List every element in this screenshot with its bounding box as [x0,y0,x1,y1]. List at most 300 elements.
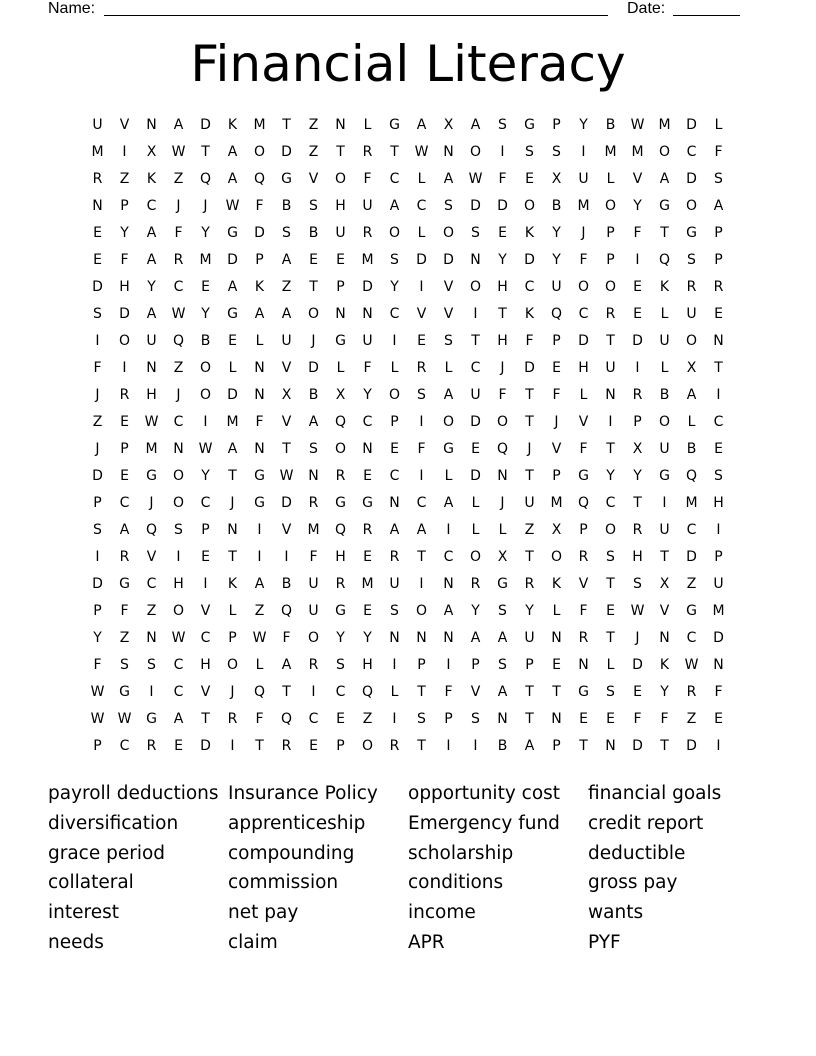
grid-letter[interactable]: W [144,414,159,430]
grid-letter[interactable]: H [146,387,157,403]
grid-letter[interactable]: F [120,603,129,619]
grid-letter[interactable]: Q [334,522,347,538]
grid-letter[interactable]: L [363,117,372,133]
grid-letter[interactable]: T [552,684,561,700]
grid-letter[interactable]: I [203,414,208,430]
grid-letter[interactable]: M [145,441,158,457]
grid-letter[interactable]: S [714,171,723,187]
grid-letter[interactable]: V [281,414,292,430]
grid-letter[interactable]: U [713,576,724,592]
grid-letter[interactable]: Z [146,603,157,619]
grid-letter[interactable]: E [309,252,318,268]
grid-letter[interactable]: Y [552,252,561,268]
grid-letter[interactable]: P [714,549,723,565]
grid-letter[interactable]: G [686,225,697,241]
grid-letter[interactable]: T [282,684,291,700]
grid-letter[interactable]: R [308,657,319,673]
grid-letter[interactable]: D [632,333,643,349]
grid-letter[interactable]: S [390,252,399,268]
grid-letter[interactable]: A [254,306,265,322]
grid-letter[interactable]: A [470,117,481,133]
grid-letter[interactable]: D [686,171,697,187]
grid-letter[interactable]: D [416,252,427,268]
grid-letter[interactable]: S [687,252,696,268]
grid-letter[interactable]: Y [579,117,588,133]
grid-letter[interactable]: O [172,603,185,619]
grid-letter[interactable]: E [363,549,372,565]
grid-letter[interactable]: A [227,171,238,187]
grid-letter[interactable]: E [525,171,534,187]
grid-letter[interactable]: S [498,117,507,133]
grid-letter[interactable]: M [307,522,320,538]
grid-letter[interactable]: C [146,198,157,214]
grid-letter[interactable]: I [392,711,397,727]
grid-letter[interactable]: T [525,414,534,430]
grid-letter[interactable]: P [606,225,615,241]
grid-letter[interactable]: C [686,630,697,646]
grid-letter[interactable]: T [525,468,534,484]
grid-letter[interactable]: I [122,360,127,376]
grid-letter[interactable]: Y [525,603,534,619]
grid-letter[interactable]: Z [119,171,130,187]
grid-letter[interactable]: G [146,468,157,484]
grid-letter[interactable]: S [498,603,507,619]
grid-letter[interactable]: V [578,414,589,430]
grid-letter[interactable]: L [687,414,696,430]
grid-letter[interactable]: F [579,603,588,619]
grid-letter[interactable]: S [444,198,453,214]
grid-letter[interactable]: N [605,387,616,403]
grid-letter[interactable]: F [498,171,507,187]
grid-letter[interactable]: N [389,495,400,511]
grid-letter[interactable]: S [147,657,156,673]
grid-letter[interactable]: F [525,333,534,349]
grid-letter[interactable]: C [119,495,130,511]
grid-letter[interactable]: A [308,414,319,430]
grid-letter[interactable]: L [579,387,588,403]
grid-letter[interactable]: O [361,738,374,754]
grid-letter[interactable]: R [146,738,157,754]
grid-letter[interactable]: T [525,549,534,565]
grid-letter[interactable]: D [632,657,643,673]
grid-letter[interactable]: N [659,630,670,646]
grid-letter[interactable]: H [119,279,130,295]
grid-letter[interactable]: U [524,630,535,646]
grid-letter[interactable]: N [713,333,724,349]
grid-letter[interactable]: E [201,549,210,565]
grid-letter[interactable]: A [146,306,157,322]
grid-letter[interactable]: N [254,360,265,376]
grid-letter[interactable]: E [174,738,183,754]
grid-letter[interactable]: P [390,414,399,430]
grid-letter[interactable]: P [552,117,561,133]
grid-letter[interactable]: M [361,252,374,268]
grid-letter[interactable]: A [443,171,454,187]
grid-letter[interactable]: V [659,603,670,619]
grid-letter[interactable]: W [468,171,483,187]
grid-letter[interactable]: N [443,144,454,160]
grid-letter[interactable]: B [281,198,292,214]
grid-letter[interactable]: X [443,117,454,133]
grid-letter[interactable]: O [199,360,212,376]
grid-letter[interactable]: T [390,144,399,160]
grid-letter[interactable]: S [471,225,480,241]
grid-letter[interactable]: Q [577,495,590,511]
grid-letter[interactable]: J [176,198,181,214]
grid-letter[interactable]: H [362,657,373,673]
grid-letter[interactable]: A [443,603,454,619]
grid-letter[interactable]: O [307,630,320,646]
grid-letter[interactable]: O [226,657,239,673]
grid-letter[interactable]: C [173,657,184,673]
grid-letter[interactable]: U [308,576,319,592]
grid-letter[interactable]: D [497,198,508,214]
grid-letter[interactable]: D [200,117,211,133]
grid-letter[interactable]: E [633,279,642,295]
grid-letter[interactable]: G [659,468,670,484]
grid-letter[interactable]: U [524,495,535,511]
grid-letter[interactable]: I [446,657,451,673]
grid-letter[interactable]: W [684,657,699,673]
grid-letter[interactable]: R [686,279,697,295]
grid-letter[interactable]: I [149,684,154,700]
grid-letter[interactable]: N [443,576,454,592]
grid-letter[interactable]: H [335,198,346,214]
grid-letter[interactable]: U [551,279,562,295]
grid-letter[interactable]: K [146,171,157,187]
grid-letter[interactable]: O [172,495,185,511]
grid-letter[interactable]: R [524,576,535,592]
grid-letter[interactable]: B [308,387,319,403]
grid-letter[interactable]: A [119,522,130,538]
grid-letter[interactable]: P [417,657,426,673]
grid-letter[interactable]: R [308,495,319,511]
grid-letter[interactable]: K [524,306,535,322]
grid-letter[interactable]: A [173,711,184,727]
grid-letter[interactable]: U [335,225,346,241]
grid-letter[interactable]: Z [308,117,319,133]
grid-letter[interactable]: J [149,495,154,511]
grid-letter[interactable]: R [389,549,400,565]
grid-letter[interactable]: F [714,144,723,160]
grid-letter[interactable]: A [281,252,292,268]
grid-letter[interactable]: J [500,360,505,376]
grid-letter[interactable]: N [146,360,157,376]
grid-letter[interactable]: E [579,711,588,727]
grid-letter[interactable]: O [577,279,590,295]
grid-letter[interactable]: W [90,711,105,727]
grid-letter[interactable]: W [630,603,645,619]
grid-letter[interactable]: W [171,306,186,322]
grid-letter[interactable]: B [659,387,670,403]
grid-letter[interactable]: U [659,441,670,457]
grid-letter[interactable]: O [496,414,509,430]
grid-letter[interactable]: L [714,117,723,133]
grid-letter[interactable]: Y [498,252,507,268]
grid-letter[interactable]: E [552,360,561,376]
grid-letter[interactable]: A [443,387,454,403]
grid-letter[interactable]: M [685,495,698,511]
grid-letter[interactable]: F [633,711,642,727]
grid-letter[interactable]: Y [201,468,210,484]
grid-letter[interactable]: Y [633,468,642,484]
grid-letter[interactable]: O [415,603,428,619]
grid-letter[interactable]: V [443,279,454,295]
grid-letter[interactable]: P [444,711,453,727]
grid-letter[interactable]: C [200,495,211,511]
grid-letter[interactable]: C [362,414,373,430]
grid-letter[interactable]: C [119,738,130,754]
grid-letter[interactable]: N [578,657,589,673]
grid-letter[interactable]: E [228,333,237,349]
grid-letter[interactable]: N [146,117,157,133]
grid-letter[interactable]: B [497,738,508,754]
grid-letter[interactable]: L [390,684,399,700]
grid-letter[interactable]: M [712,603,725,619]
grid-letter[interactable]: E [606,603,615,619]
grid-letter[interactable]: N [497,711,508,727]
grid-letter[interactable]: O [685,333,698,349]
grid-letter[interactable]: S [417,387,426,403]
grid-letter[interactable]: B [308,225,319,241]
grid-letter[interactable]: P [255,252,264,268]
grid-letter[interactable]: L [444,468,453,484]
grid-letter[interactable]: X [335,387,346,403]
grid-letter[interactable]: T [525,387,534,403]
grid-letter[interactable]: D [524,360,535,376]
grid-letter[interactable]: C [416,198,427,214]
grid-letter[interactable]: J [230,495,235,511]
grid-letter[interactable]: P [336,738,345,754]
grid-letter[interactable]: O [604,522,617,538]
grid-letter[interactable]: G [335,495,346,511]
grid-letter[interactable]: F [255,711,264,727]
grid-letter[interactable]: G [578,468,589,484]
grid-letter[interactable]: W [630,117,645,133]
grid-letter[interactable]: F [552,387,561,403]
grid-letter[interactable]: P [606,252,615,268]
grid-letter[interactable]: U [470,387,481,403]
grid-letter[interactable]: S [606,549,615,565]
grid-letter[interactable]: T [525,684,534,700]
grid-letter[interactable]: O [523,198,536,214]
grid-letter[interactable]: O [388,225,401,241]
grid-letter[interactable]: I [230,738,235,754]
grid-letter[interactable]: G [443,441,454,457]
grid-letter[interactable]: N [551,711,562,727]
grid-letter[interactable]: O [604,198,617,214]
grid-letter[interactable]: C [335,684,346,700]
grid-letter[interactable]: R [362,522,373,538]
grid-letter[interactable]: F [255,198,264,214]
grid-letter[interactable]: M [577,198,590,214]
grid-letter[interactable]: D [686,549,697,565]
grid-letter[interactable]: K [254,279,265,295]
grid-letter[interactable]: T [633,495,642,511]
grid-letter[interactable]: G [227,306,238,322]
grid-letter[interactable]: I [473,738,478,754]
grid-letter[interactable]: W [171,630,186,646]
grid-letter[interactable]: J [95,387,100,403]
grid-letter[interactable]: B [686,441,697,457]
grid-letter[interactable]: K [524,225,535,241]
grid-letter[interactable]: G [389,117,400,133]
grid-letter[interactable]: Z [686,711,697,727]
grid-letter[interactable]: I [716,387,721,403]
grid-letter[interactable]: Y [93,630,102,646]
grid-letter[interactable]: C [605,495,616,511]
grid-letter[interactable]: C [200,630,211,646]
grid-letter[interactable]: A [416,522,427,538]
grid-letter[interactable]: Z [254,603,265,619]
grid-letter[interactable]: G [119,684,130,700]
grid-letter[interactable]: E [363,468,372,484]
grid-letter[interactable]: E [498,225,507,241]
grid-letter[interactable]: V [308,171,319,187]
grid-letter[interactable]: D [470,468,481,484]
grid-letter[interactable]: B [281,576,292,592]
grid-letter[interactable]: I [284,549,289,565]
grid-letter[interactable]: J [311,333,316,349]
grid-letter[interactable]: V [119,117,130,133]
grid-letter[interactable]: V [443,306,454,322]
grid-letter[interactable]: G [254,495,265,511]
grid-letter[interactable]: W [414,144,429,160]
grid-letter[interactable]: N [335,117,346,133]
grid-letter[interactable]: Q [685,468,698,484]
grid-letter[interactable]: J [95,441,100,457]
grid-letter[interactable]: E [714,711,723,727]
grid-letter[interactable]: N [389,630,400,646]
grid-letter[interactable]: B [605,117,616,133]
grid-letter[interactable]: C [470,360,481,376]
grid-letter[interactable]: G [578,684,589,700]
grid-letter[interactable]: D [92,576,103,592]
grid-letter[interactable]: S [525,144,534,160]
grid-letter[interactable]: X [551,171,562,187]
grid-letter[interactable]: M [226,414,239,430]
grid-letter[interactable]: M [199,252,212,268]
grid-letter[interactable]: Y [552,225,561,241]
grid-letter[interactable]: A [281,306,292,322]
grid-letter[interactable]: J [203,198,208,214]
grid-letter[interactable]: N [416,630,427,646]
grid-letter[interactable]: Y [363,387,372,403]
grid-letter[interactable]: P [120,441,129,457]
grid-letter[interactable]: N [443,630,454,646]
grid-letter[interactable]: O [685,198,698,214]
grid-letter[interactable]: G [335,603,346,619]
grid-letter[interactable]: Z [686,576,697,592]
grid-letter[interactable]: P [93,495,102,511]
grid-letter[interactable]: R [173,252,184,268]
grid-letter[interactable]: Y [201,225,210,241]
grid-letter[interactable]: H [713,495,724,511]
grid-letter[interactable]: D [713,630,724,646]
grid-letter[interactable]: A [227,441,238,457]
grid-letter[interactable]: P [552,468,561,484]
grid-letter[interactable]: T [606,441,615,457]
grid-letter[interactable]: Y [390,279,399,295]
grid-letter[interactable]: F [120,252,129,268]
grid-letter[interactable]: S [417,711,426,727]
grid-letter[interactable]: T [606,576,615,592]
grid-letter[interactable]: E [390,441,399,457]
grid-letter[interactable]: N [254,441,265,457]
grid-letter[interactable]: U [146,333,157,349]
grid-letter[interactable]: A [659,171,670,187]
grid-letter[interactable]: X [632,441,643,457]
grid-letter[interactable]: R [92,171,103,187]
grid-letter[interactable]: C [389,468,400,484]
grid-letter[interactable]: M [604,144,617,160]
grid-letter[interactable]: U [659,522,670,538]
grid-letter[interactable]: I [608,414,613,430]
grid-letter[interactable]: G [227,225,238,241]
grid-letter[interactable]: N [308,468,319,484]
grid-letter[interactable]: T [417,684,426,700]
grid-letter[interactable]: C [713,414,724,430]
grid-letter[interactable]: R [632,387,643,403]
grid-letter[interactable]: C [308,711,319,727]
grid-letter[interactable]: U [578,171,589,187]
grid-letter[interactable]: P [228,630,237,646]
grid-letter[interactable]: E [336,711,345,727]
grid-letter[interactable]: V [578,576,589,592]
grid-letter[interactable]: A [713,198,724,214]
grid-letter[interactable]: P [471,657,480,673]
grid-letter[interactable]: T [606,630,615,646]
grid-letter[interactable]: D [686,738,697,754]
grid-letter[interactable]: I [95,333,100,349]
grid-letter[interactable]: Z [173,171,184,187]
grid-letter[interactable]: Q [172,333,185,349]
grid-letter[interactable]: P [201,522,210,538]
grid-letter[interactable]: W [117,711,132,727]
grid-letter[interactable]: U [389,576,400,592]
grid-letter[interactable]: R [227,711,238,727]
grid-letter[interactable]: M [550,495,563,511]
grid-letter[interactable]: C [389,306,400,322]
grid-letter[interactable]: R [686,684,697,700]
grid-letter[interactable]: J [554,414,559,430]
grid-letter[interactable]: T [417,738,426,754]
grid-letter[interactable]: I [500,144,505,160]
grid-letter[interactable]: C [146,576,157,592]
grid-letter[interactable]: D [443,252,454,268]
grid-letter[interactable]: E [714,306,723,322]
grid-letter[interactable]: F [282,630,291,646]
grid-letter[interactable]: P [120,198,129,214]
grid-letter[interactable]: O [604,279,617,295]
grid-letter[interactable]: E [120,468,129,484]
grid-letter[interactable]: O [658,414,671,430]
grid-letter[interactable]: L [390,360,399,376]
grid-letter[interactable]: R [605,306,616,322]
grid-letter[interactable]: S [309,198,318,214]
grid-letter[interactable]: S [282,225,291,241]
grid-letter[interactable]: G [686,603,697,619]
grid-letter[interactable]: F [309,549,318,565]
grid-letter[interactable]: M [658,117,671,133]
grid-letter[interactable]: Q [280,603,293,619]
grid-letter[interactable]: D [308,360,319,376]
grid-letter[interactable]: V [416,306,427,322]
grid-letter[interactable]: T [255,738,264,754]
grid-letter[interactable]: T [201,711,210,727]
grid-letter[interactable]: L [228,603,237,619]
grid-letter[interactable]: U [659,333,670,349]
